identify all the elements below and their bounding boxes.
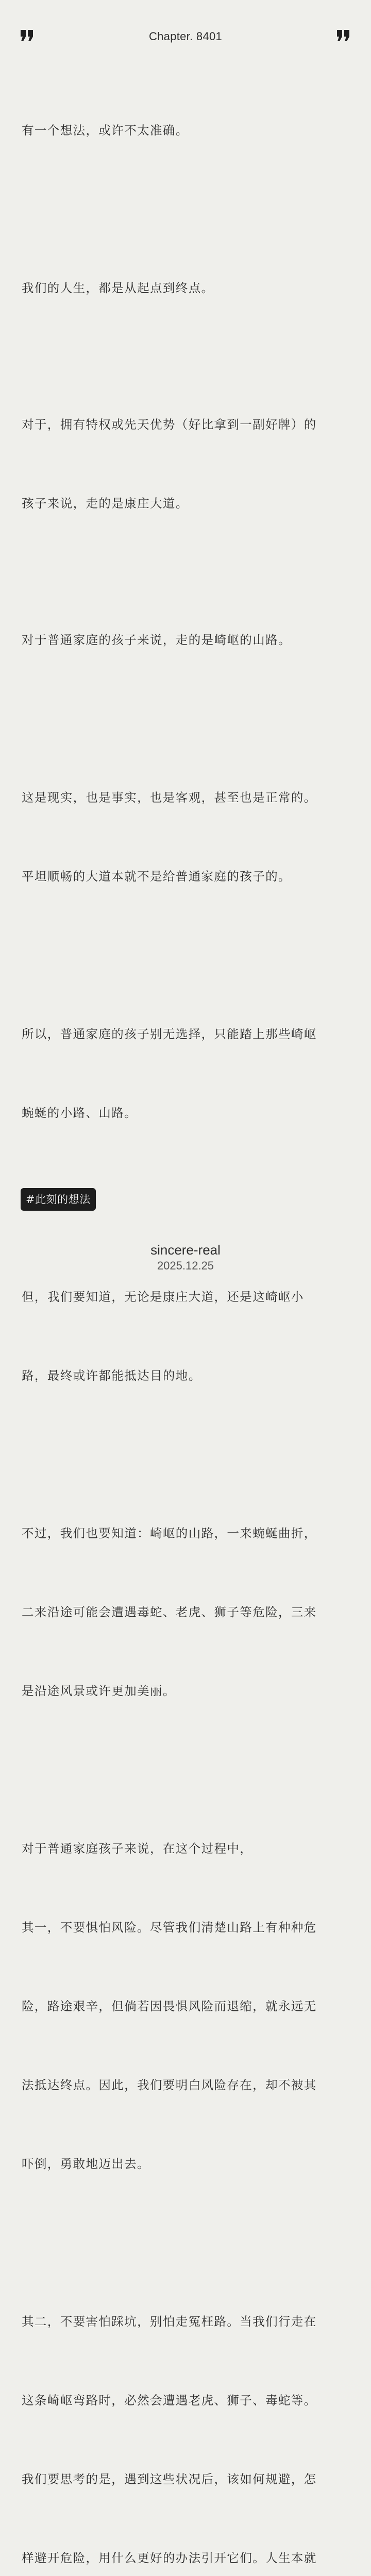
text-line: 我们的人生，都是从起点到终点。 [22,281,214,295]
text-line: 有一个想法，或许不太准确。 [22,123,189,138]
paragraph [22,574,351,706]
article-body [22,65,351,2576]
header [0,29,371,45]
text-line: 对于普通家庭孩子来说，在这个过程中， [22,1841,253,1856]
chapter-title: Chapter. 8401 [148,30,223,43]
text-line: 法抵达终点。因此，我们要明白风险存在，却不被其 [22,2078,317,2092]
topic-tag[interactable]: #此刻的想法 [21,1188,96,1211]
text-line: 二来沿途可能会遭遇毒蛇、老虎、狮子等危险，三来 [22,1605,317,1619]
paragraph [22,223,351,354]
text-line: 吓倒，勇敢地迈出去。 [22,2157,150,2171]
text-line: 路，最终或许都能抵达目的地。 [22,1368,201,1383]
text-line: 所以，普通家庭的孩子别无选择，只能踏上那些崎岖 [22,1027,317,1041]
text-line: 孩子来说，走的是康庄大道。 [22,496,189,511]
text-line: 险，路途艰辛，但倘若因畏惧风险而退缩，就永远无 [22,1999,317,2013]
post-date: 2025.12.25 [157,1259,214,1272]
text-line: 对于普通家庭的孩子来说，走的是崎岖的山路。 [22,633,291,647]
author-name: sincere-real [150,1242,221,1258]
quote-mark-icon [337,30,350,41]
text-line: 平坦顺畅的大道本就不是给普通家庭的孩子的。 [22,869,291,884]
paragraph [22,2256,351,2576]
paragraph [22,1468,351,1757]
text-line: 样避开危险，用什么更好的办法引开它们。人生本就 [22,2551,317,2565]
text-line: 但，我们要知道，无论是康庄大道，还是这崎岖小 [22,1290,304,1304]
paragraph [22,1783,351,2230]
text-line: 不过，我们也要知道：崎岖的山路，一来蜿蜒曲折， [22,1526,317,1540]
paragraph [22,359,351,569]
text-line: 这是现实，也是事实，也是客观，甚至也是正常的。 [22,790,317,805]
text-line: 是沿途风景或许更加美丽。 [22,1684,176,1698]
text-line: 这条崎岖弯路时，必然会遭遇老虎、狮子、毒蛇等。 [22,2393,317,2408]
paragraph [22,969,351,1179]
paragraph [22,732,351,942]
text-line: 我们要思考的是，遇到这些状况后，该如何规避，怎 [22,2472,317,2486]
text-line: 对于，拥有特权或先天优势（好比拿到一副好牌）的 [22,417,317,432]
text-line: 其一，不要惧怕风险。尽管我们清楚山路上有种种危 [22,1920,317,1935]
text-line: 其二，不要害怕踩坑，别怕走冤枉路。当我们行走在 [22,2314,317,2329]
text-line: 蜿蜒的小路、山路。 [22,1106,138,1120]
paragraph [22,65,351,196]
